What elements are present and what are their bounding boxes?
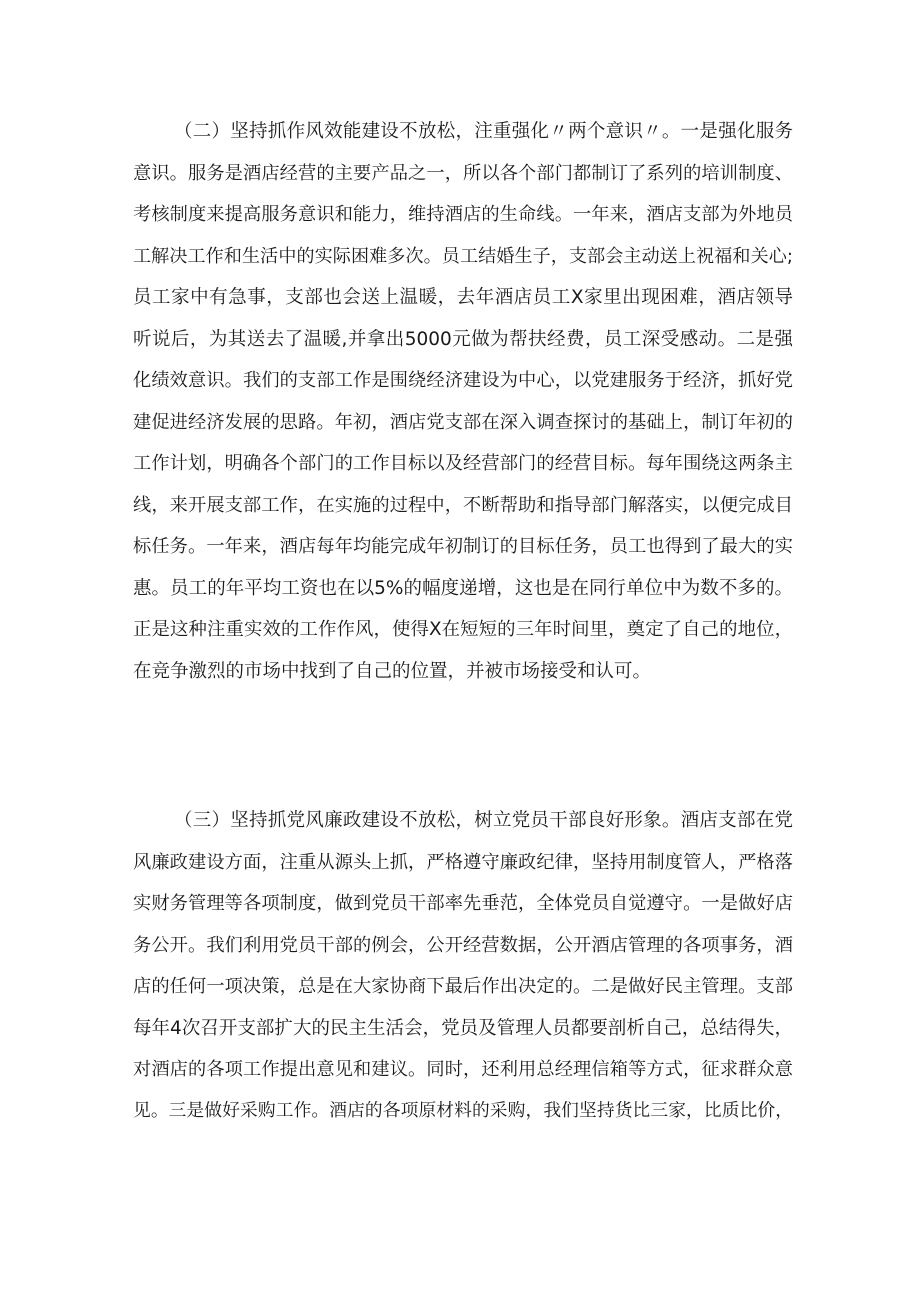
- text-line: 务公开。我们利用党员干部的例会，公开经营数据，公开酒店管理的各项事务，酒: [133, 934, 793, 956]
- text-line: 惠。员工的年平均工资也在以5%的幅度递增，这也是在同行单位中为数不多的。: [133, 577, 793, 599]
- paragraph-style-efficiency: [133, 111, 793, 692]
- text-line: 见。三是做好采购工作。酒店的各项原材料的采购，我们坚持货比三家，比质比价，: [133, 1100, 793, 1121]
- text-line: 风廉政建设方面，注重从源头上抓，严格遵守廉政纪律，坚持用制度管人，严格落: [133, 851, 793, 873]
- text-line: 店的任何一项决策，总是在大家协商下最后作出决定的。二是做好民主管理。支部: [133, 976, 793, 997]
- text-line: 意识。服务是酒店经营的主要产品之一，所以各个部门都制订了系列的培训制度、: [133, 162, 793, 184]
- text-line: 建促进经济发展的思路。年初，酒店党支部在深入调查探讨的基础上，制订年初的: [133, 411, 793, 433]
- text-line: 员工家中有急事，支部也会送上温暖，去年酒店员工X家里出现困难，酒店领导: [133, 287, 793, 308]
- text-line: 在竞争激烈的市场中找到了自己的位置，并被市场接受和认可。: [133, 660, 652, 682]
- paragraph-integrity: [133, 800, 793, 1132]
- text-line: 线，来开展支部工作，在实施的过程中，不断帮助和指导部门解落实，以便完成目: [133, 494, 793, 516]
- text-line: 工解决工作和生活中的实际困难多次。员工结婚生子，支部会主动送上祝福和关心;: [133, 245, 793, 267]
- text-line: （三）坚持抓党风廉政建设不放松，树立党员干部良好形象。酒店支部在党: [174, 810, 793, 831]
- text-line: 标任务。一年来，酒店每年均能完成年初制订的目标任务，员工也得到了最大的实: [133, 536, 793, 557]
- text-line: 对酒店的各项工作提出意见和建议。同时，还利用总经理信箱等方式，征求群众意: [133, 1059, 793, 1080]
- text-line: 每年4次召开支部扩大的民主生活会，党员及管理人员都要剖析自己，总结得失，: [133, 1017, 793, 1039]
- text-line: 考核制度来提高服务意识和能力，维持酒店的生命线。一年来，酒店支部为外地员: [133, 204, 793, 225]
- text-line: 化绩效意识。我们的支部工作是围绕经济建设为中心，以党建服务于经济，抓好党: [133, 370, 793, 391]
- text-line: 工作计划，明确各个部门的工作目标以及经营部门的经营目标。每年围绕这两条主: [133, 453, 793, 474]
- text-line: 听说后，为其送去了温暖,并拿出5000元做为帮扶经费，员工深受感动。二是强: [133, 328, 793, 350]
- text-line: 实财务管理等各项制度，做到党员干部率先垂范，全体党员自觉遵守。一是做好店: [133, 893, 793, 914]
- text-line: （二）坚持抓作风效能建设不放松，注重强化〃两个意识〃。一是强化服务: [174, 121, 793, 142]
- text-line: 正是这种注重实效的工作作风，使得X在短短的三年时间里，奠定了自己的地位，: [133, 619, 793, 640]
